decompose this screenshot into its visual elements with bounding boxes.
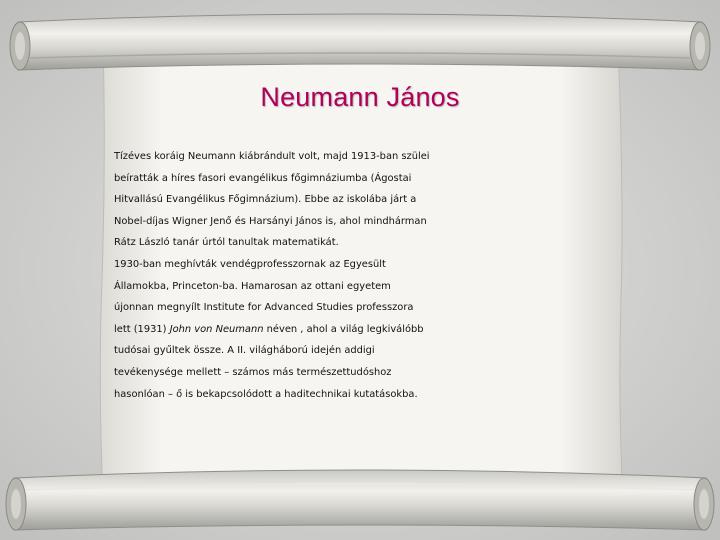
text-line: Rátz László tanár úrtól tanultak matematikát. <box>114 237 339 249</box>
text-line: Nobel-díjas Wigner Jenő és Harsányi János is, ahol mindhárman <box>114 215 427 227</box>
bottom-roll <box>6 470 714 530</box>
text-line: hasonlóan – ő is bekapcsolódott a haditechnikai kutatásokba. <box>114 388 418 400</box>
text-line: tevékenysége mellett – számos más természettudóshoz <box>114 366 392 378</box>
text-segment: néven , ahol a világ legkiválóbb <box>263 323 424 335</box>
body-paragraph <box>114 146 624 405</box>
text-line: tudósai gyűltek össze. A II. világháború idején addigi <box>114 345 375 357</box>
text-line: újonnan megnyílt Institute for Advanced Studies professzora <box>114 302 414 314</box>
slide-title: Neumann János <box>260 82 460 112</box>
text-line <box>114 319 624 341</box>
text-line: beíratták a híres fasori evangélikus főgimnáziumba (Ágostai <box>114 172 412 184</box>
text-segment: lett (1931) <box>114 323 170 335</box>
text-line: Államokba, Princeton-ba. Hamarosan az ottani egyetem <box>114 280 391 292</box>
text-line: 1930-ban meghívták vendégprofesszornak az Egyesült <box>114 258 386 270</box>
top-roll <box>10 14 710 70</box>
text-line: Tízéves koráig Neumann kiábrándult volt, majd 1913-ban szülei <box>114 151 430 162</box>
italic-name: John von Neumann <box>169 323 264 335</box>
text-line: Hitvallású Evangélikus Főgimnázium). Ebbe az iskolába járt a <box>114 194 417 206</box>
